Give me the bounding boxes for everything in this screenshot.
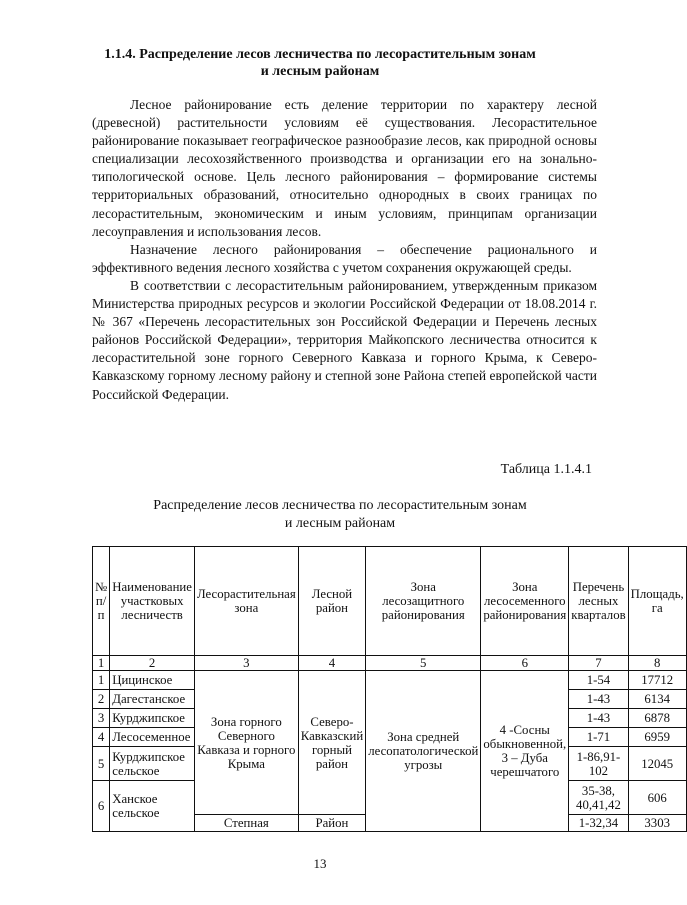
table-caption: Распределение лесов лесничества по лесорастительным зонам и лесным районам — [153, 498, 527, 531]
forestry-name: Цицинское — [110, 671, 195, 690]
header-cell: Перечень лесных кварталов — [569, 547, 628, 656]
quarters-cell: 1-54 — [569, 671, 628, 690]
column-number: 2 — [110, 656, 195, 671]
column-number: 4 — [298, 656, 365, 671]
column-number: 1 — [93, 656, 110, 671]
column-number: 8 — [628, 656, 686, 671]
area-cell: 17712 — [628, 671, 686, 690]
header-cell: № п/п — [93, 547, 110, 656]
row-number: 1 — [93, 671, 110, 690]
header-cell: Зона лесосеменного районирования — [481, 547, 569, 656]
row-number: 6 — [93, 781, 110, 832]
forestry-name: Лесосеменное — [110, 728, 195, 747]
column-number: 5 — [366, 656, 481, 671]
area-cell: 6878 — [628, 709, 686, 728]
quarters-cell: 1-43 — [569, 709, 628, 728]
row-number: 2 — [93, 690, 110, 709]
row-number: 4 — [93, 728, 110, 747]
paragraph: Назначение лесного районирования – обеспечение рационального и эффективного ведения лесного хозяйства с учетом сохранения окружающей среды. — [92, 241, 597, 275]
area-cell: 6134 — [628, 690, 686, 709]
forest-zone-cell: Степная — [194, 815, 298, 832]
area-cell: 6959 — [628, 728, 686, 747]
table-row — [93, 671, 687, 690]
paragraph: Лесное районирование есть деление территории по характеру лесной (древесной) растительности условиям её существования. Лесорастительное районирование показывает географическое разнообразие лесов, как природной основы специализации лесохозяйственного производства и организации его на зонально-типологической основе. Цель лесного районирования – формирование системы территориальных образований, относительно однородных в своих границах по лесорастительным, экономическим и иным условиям, принципам организации лесоуправления и использования лесов. — [92, 97, 597, 239]
forestry-name: Ханское сельское — [110, 781, 195, 832]
table-number: Таблица 1.1.4.1 — [500, 462, 592, 477]
column-number: 6 — [481, 656, 569, 671]
area-cell: 606 — [628, 781, 686, 815]
column-number: 7 — [569, 656, 628, 671]
header-cell: Лесной район — [298, 547, 365, 656]
quarters-cell: 35-38, 40,41,42 — [569, 781, 628, 815]
area-cell: 12045 — [628, 747, 686, 781]
forest-region-cell: Район — [298, 815, 365, 832]
column-number-row — [93, 656, 687, 671]
body-text — [92, 96, 597, 404]
header-cell: Площадь, га — [628, 547, 686, 656]
row-number: 3 — [93, 709, 110, 728]
table-header-row — [93, 547, 687, 656]
quarters-cell: 1-32,34 — [569, 815, 628, 832]
section-heading: 1.1.4. Распределение лесов лесничества по лесорастительным зонам и лесным районам — [104, 47, 536, 79]
forestry-name: Курджипское — [110, 709, 195, 728]
protection-zone-cell: Зона средней лесопатологической угрозы — [366, 671, 481, 832]
quarters-cell: 1-71 — [569, 728, 628, 747]
forest-region-cell: Северо-Кавказский горный район — [298, 671, 365, 815]
header-cell: Наименование участковых лесничеств — [110, 547, 195, 656]
forest-zone-cell: Зона горного Северного Кавказа и горного Крыма — [194, 671, 298, 815]
header-cell: Лесорастительная зона — [194, 547, 298, 656]
forest-distribution-table — [92, 546, 687, 832]
forestry-name: Дагестанское — [110, 690, 195, 709]
quarters-cell: 1-86,91-102 — [569, 747, 628, 781]
page-number: 13 — [313, 856, 327, 871]
seed-zone-cell — [481, 671, 569, 832]
seed-zone-text: 4 -Сосны обыкновенной, 3 – Дуба черешчатого — [483, 723, 567, 779]
forestry-name: Курджипское сельское — [110, 747, 195, 781]
row-number: 5 — [93, 747, 110, 781]
column-number: 3 — [194, 656, 298, 671]
area-cell: 3303 — [628, 815, 686, 832]
quarters-cell: 1-43 — [569, 690, 628, 709]
header-cell: Зона лесозащитного районирования — [366, 547, 481, 656]
paragraph: В соответствии с лесорастительным районированием, утвержденным приказом Министерства природных ресурсов и экологии Российской Федерации от 18.08.2014 г. № 367 «Перечень лесорастительных зон Российской Федерации и Перечень лесных районов Российской Федерации», территория Майкопского лесничества относится к лесорастительной зоне горного Северного Кавказа и горного Крыма, к Северо-Кавказскому горному лесному району и степной зоне Района степей европейской части Российской Федерации. — [92, 277, 597, 402]
